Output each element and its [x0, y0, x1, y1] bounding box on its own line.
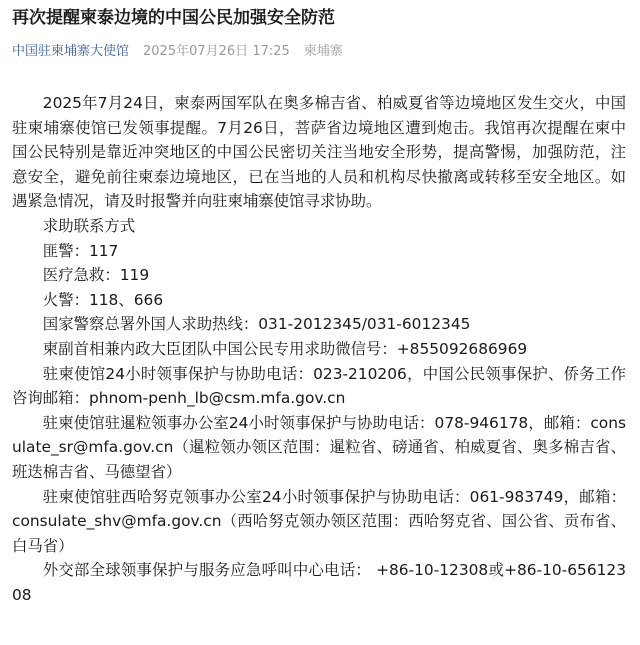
contact-item-ambulance: 医疗急救：119	[42, 266, 150, 285]
article-body	[12, 91, 626, 607]
contact-item-police: 匪警：117	[42, 241, 119, 260]
contact-item-foreigner-hotline: 国家警察总署外国人求助热线：031-2012345/031-6012345	[42, 315, 471, 334]
article-title: 再次提醒柬泰边境的中国公民加强安全防范	[12, 8, 335, 28]
article-meta	[12, 43, 626, 61]
contact-heading: 求助联系方式	[42, 216, 136, 235]
contact-list	[12, 214, 626, 608]
contact-item-mfa-hotline: 外交部全球领事保护与服务应急呼叫中心电话： +86-10-12308或+86-10-65612308	[12, 561, 626, 604]
source-link[interactable]: 中国驻柬埔寨大使馆	[12, 44, 130, 59]
contact-item-fire: 火警：118、666	[42, 290, 164, 309]
contact-item-embassy: 驻柬使馆24小时领事保护与协助电话：023-210206，中国公民领事保护、侨务工作咨询邮箱：phnom-penh_lb@csm.mfa.gov.cn	[12, 364, 626, 408]
publish-time: 2025年07月26日 17:25	[143, 44, 290, 59]
contact-item-sihanouk-office: 驻柬使馆驻西哈努克领事办公室24小时领事保护与协助电话：061-983749，邮箱：consulate_shv@mfa.gov.cn（西哈努克领办领区范围：西哈努克省、国公省、贡布省、白马省）	[12, 487, 626, 555]
contact-item-siem-reap-office: 驻柬使馆驻暹粒领事办公室24小时领事保护与协助电话：078-946178，邮箱：consulate_sr@mfa.gov.cn（暹粒领办领区范围：暹粒省、磅通省、柏威夏省、奥多棉吉省、班迭棉吉省、马德望省）	[12, 413, 626, 481]
publish-location: 柬埔寨	[303, 44, 343, 59]
intro-paragraph: 2025年7月24日，柬泰两国军队在奥多棉吉省、柏威夏省等边境地区发生交火，中国驻柬埔寨使馆已发领事提醒。7月26日，菩萨省边境地区遭到炮击。我馆再次提醒在柬中国公民特别是靠近冲突地区的中国公民密切关注当地安全形势，提高警惕，加强防范，注意安全，避免前往柬泰边境地区，已在当地的人员和机构尽快撤离或转移至安全地区。如遇紧急情况，请及时报警并向驻柬埔寨使馆寻求协助。	[12, 94, 626, 211]
contact-item-wechat: 柬副首相兼内政大臣团队中国公民专用求助微信号：+855092686969	[42, 339, 528, 358]
